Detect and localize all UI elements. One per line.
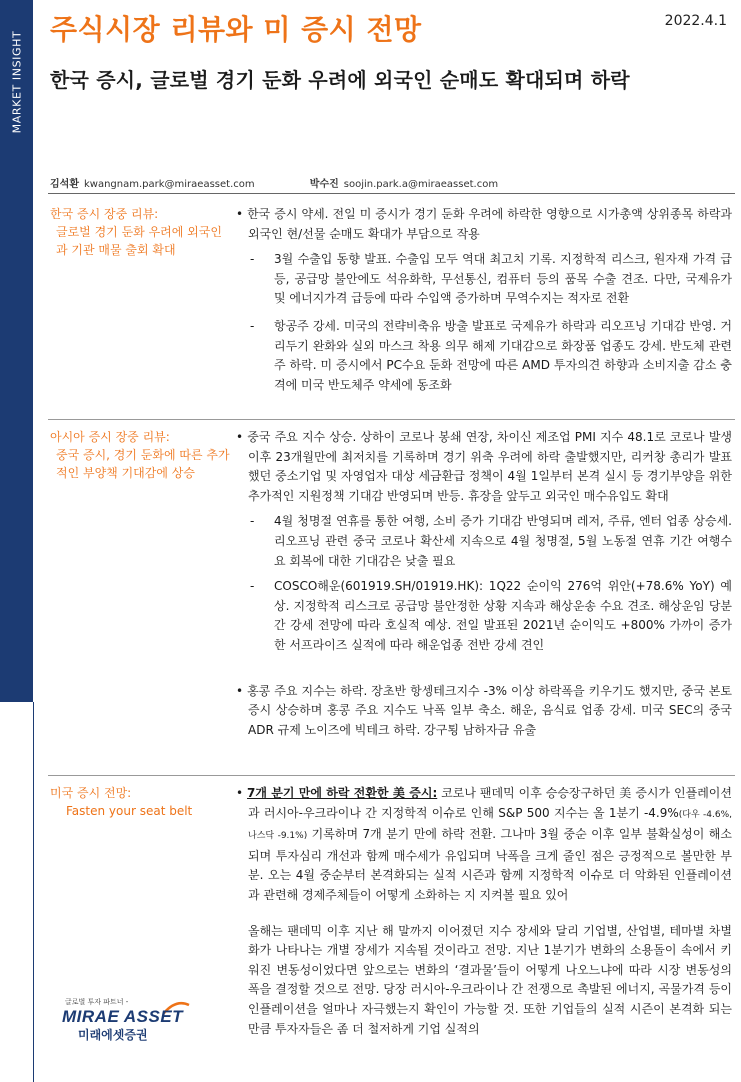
korea-section-body — [236, 205, 732, 395]
author-name: 김석환 — [50, 179, 79, 190]
korea-heading: 한국 증시 장중 리뷰: — [50, 207, 159, 221]
korea-section-heading — [50, 205, 230, 259]
hongkong-bullet: • 홍콩 주요 지수는 하락. 장초반 항셍테크지수 -3% 이상 하락폭을 키우기도 했지만, 중국 본토증시 상승하며 홍콩 주요 지수도 낙폭 일부 축소. 해운, 음식료 업종 강세. 미국 SEC의 중국 ADR 규제 노이즈에 빅테크 하락. 강구툉 남하자금 유출 — [236, 683, 732, 737]
sidebar-band — [0, 0, 33, 702]
us-section-body — [236, 784, 732, 1039]
logo-tagline: 글로벌 투자 파트너 - — [65, 998, 129, 1006]
section-divider — [48, 419, 735, 420]
us-bullet-text-2: 기록하며 7개 분기 만에 하락 전환. 그나마 3월 중순 이후 일부 불확실성이 해소되며 투자심리 개선과 함께 매수세가 유입되며 낙폭을 크게 줄인 점은 긍정적으로 볼만한 부분. 오는 4월 중순부터 본격화되는 실적 시즌과 함께 지정학적 이슈로 더 악화된 인플레이션과 관련해 경제주체들이 어떻게 소화하는 지 지켜볼 필요 있어 — [248, 827, 732, 902]
us-heading: 미국 증시 전망: — [50, 786, 132, 800]
mirae-asset-logo — [62, 997, 192, 1042]
us-bullet: • 7개 분기 만에 하락 전환한 美 증시: 코로나 팬데믹 이후 승승장구하던 美 증시가 인플레이션과 러시아-우크라이나 간 지정학적 이슈로 인해 S&P 500 지수는 올 1분기 -4.9%(다우 -4.6%, 나스닥 -9.1%) 기록하며 7개 분기 만에 하락 전환. 그나마 3월 중순 이후 일부 불확실성이 해소되며 투자심리 개선과 함께 매수세가 유입되며 낙폭을 크게 줄인 점은 긍정적으로 볼만한 부분. 오는 4월 중순부터 본격화되는 실적 시즌과 함께 지정학적 이슈로 더 악화된 인플레이션과 관련해 경제주체들이 어떻게 소화하는 지 지켜볼 필요 있어 — [236, 786, 732, 902]
section-divider — [48, 775, 735, 776]
korea-subheading: 글로벌 경기 둔화 우려에 외국인과 기관 매물 출회 확대 — [56, 225, 222, 257]
logo-brand: MIRAE ASSET — [62, 1007, 184, 1026]
us-bullet-lead: 7개 분기 만에 하락 전환한 美 증시: — [247, 786, 438, 800]
logo-brand-korean: 미래에셋증권 — [78, 1028, 148, 1042]
author-email[interactable]: soojin.park.a@miraeasset.com — [343, 179, 499, 190]
korea-dash-2: - 항공주 강세. 미국의 전략비축유 방출 발표로 국제유가 하락과 리오프닝 기대감 반영. 거리두기 완화와 실외 마스크 착용 의무 해제 기대감으로 화장품 업종도 강세. 반도체 관련주 하락. 미 증시에서 PC수요 둔화 전망에 따른 AMD 투자의견 하향과 소비지출 감소 충격에 미국 반도체주 약세에 동조화 — [236, 317, 732, 395]
header-divider — [48, 193, 735, 194]
us-subheading: Fasten your seat belt — [66, 804, 193, 818]
author-2 — [310, 175, 498, 190]
report-date: 2022.4.1 — [664, 13, 727, 29]
asia-dash-2: - COSCO해운(601919.SH/01919.HK): 1Q22 순이익 276억 위안(+78.6% YoY) 예상. 지정학적 리스크로 공급망 불안정한 상황 지속과 해상운송 수요 견조. 해상운임 당분간 강세 전망에 따라 호실적 예상. 전일 발표된 2021년 순이익도 +800% 가까이 증가한 서프라이즈 실적에 따라 해운업종 전반 강세 견인 — [236, 577, 732, 655]
asia-subheading: 중국 증시, 경기 둔화에 따른 추가적인 부양책 기대감에 상승 — [56, 448, 230, 480]
us-bullet-index-note: (다우 -4.6%, 나스닥 -9.1%) — [248, 809, 732, 842]
asia-section-body — [236, 428, 732, 740]
us-section-heading — [50, 784, 230, 820]
asia-section-heading — [50, 428, 230, 482]
korea-bullet: • 한국 증시 약세. 전일 미 증시가 경기 둔화 우려에 하락한 영향으로 시가총액 상위종목 하락과 외국인 현/선물 순매도 확대가 부담으로 작용 — [236, 207, 732, 241]
asia-heading: 아시아 증시 장중 리뷰: — [50, 430, 170, 444]
korea-dash-1: - 3월 수출입 동향 발표. 수출입 모두 역대 최고치 기록. 지정학적 리스크, 원자재 가격 급등, 공급망 불안에도 석유화학, 무선통신, 컴퓨터 등의 품목 수출 견조. 다만, 국제유가 및 에너지가격 급등에 따라 수입액 증가하며 무역수지는 적자로 전환 — [236, 250, 732, 309]
page-subtitle: 한국 증시, 글로벌 경기 둔화 우려에 외국인 순매도 확대되며 하락 — [50, 68, 630, 92]
author-list — [50, 175, 550, 190]
us-paragraph: 올해는 팬데믹 이후 지난 해 말까지 이어졌던 지수 장세와 달리 기업별, 산업별, 테마별 차별화가 나타나는 개별 장세가 지속될 것이라고 전망. 지난 1분기가 변화의 소용돌이 속에서 키워진 변동성이었다면 앞으로는 변화의 ‘결과물’들이 어떻게 나오느냐에 따라 시장 변동성의 폭을 결정할 것으로 전망. 당장 러시아-우크라이나 간 전쟁으로 촉발된 에너지, 곡물가격 등이 인플레이션을 얼마나 자극했는지 확인이 가능할 것. 또한 기업들의 실적 시즌이 본격화 되는 만큼 투자자들은 좀 더 철저하게 기업 실적의 — [248, 923, 732, 1036]
sidebar-rule — [33, 702, 34, 1082]
sidebar-label: MARKET INSIGHT — [10, 30, 24, 134]
author-name: 박수진 — [309, 179, 339, 190]
page-title: 주식시장 리뷰와 미 증시 전망 — [50, 13, 422, 46]
author-1 — [50, 175, 255, 190]
asia-bullet: • 중국 주요 지수 상승. 상하이 코로나 봉쇄 연장, 차이신 제조업 PMI 지수 48.1로 코로나 발생 이후 23개월만에 최저치를 기록하며 경기 위축 우려에 하락 출발했지만, 리커창 총리가 발표했던 중소기업 및 자영업자 대상 세금환급 정책이 4월 1일부터 본격 실시 등 경기부양을 위한 추가적인 지원정책 기대감 반영되며 반등. 휴장을 앞두고 외국인 매수유입도 확대 — [236, 430, 732, 503]
author-email[interactable]: kwangnam.park@miraeasset.com — [83, 179, 255, 190]
us-bullet-text-1: 코로나 팬데믹 이후 승승장구하던 美 증시가 인플레이션과 러시아-우크라이나 간 지정학적 이슈로 인해 S&P 500 지수는 올 1분기 -4.9% — [248, 786, 732, 820]
asia-dash-1: - 4월 청명절 연휴를 통한 여행, 소비 증가 기대감 반영되며 레저, 주류, 엔터 업종 상승세. 리오프닝 관련 중국 코로나 확산세 지속으로 4월 청명절, 5월 노동절 연휴 기간 여행수요 회복에 대한 기대감은 낮출 필요 — [236, 512, 732, 571]
